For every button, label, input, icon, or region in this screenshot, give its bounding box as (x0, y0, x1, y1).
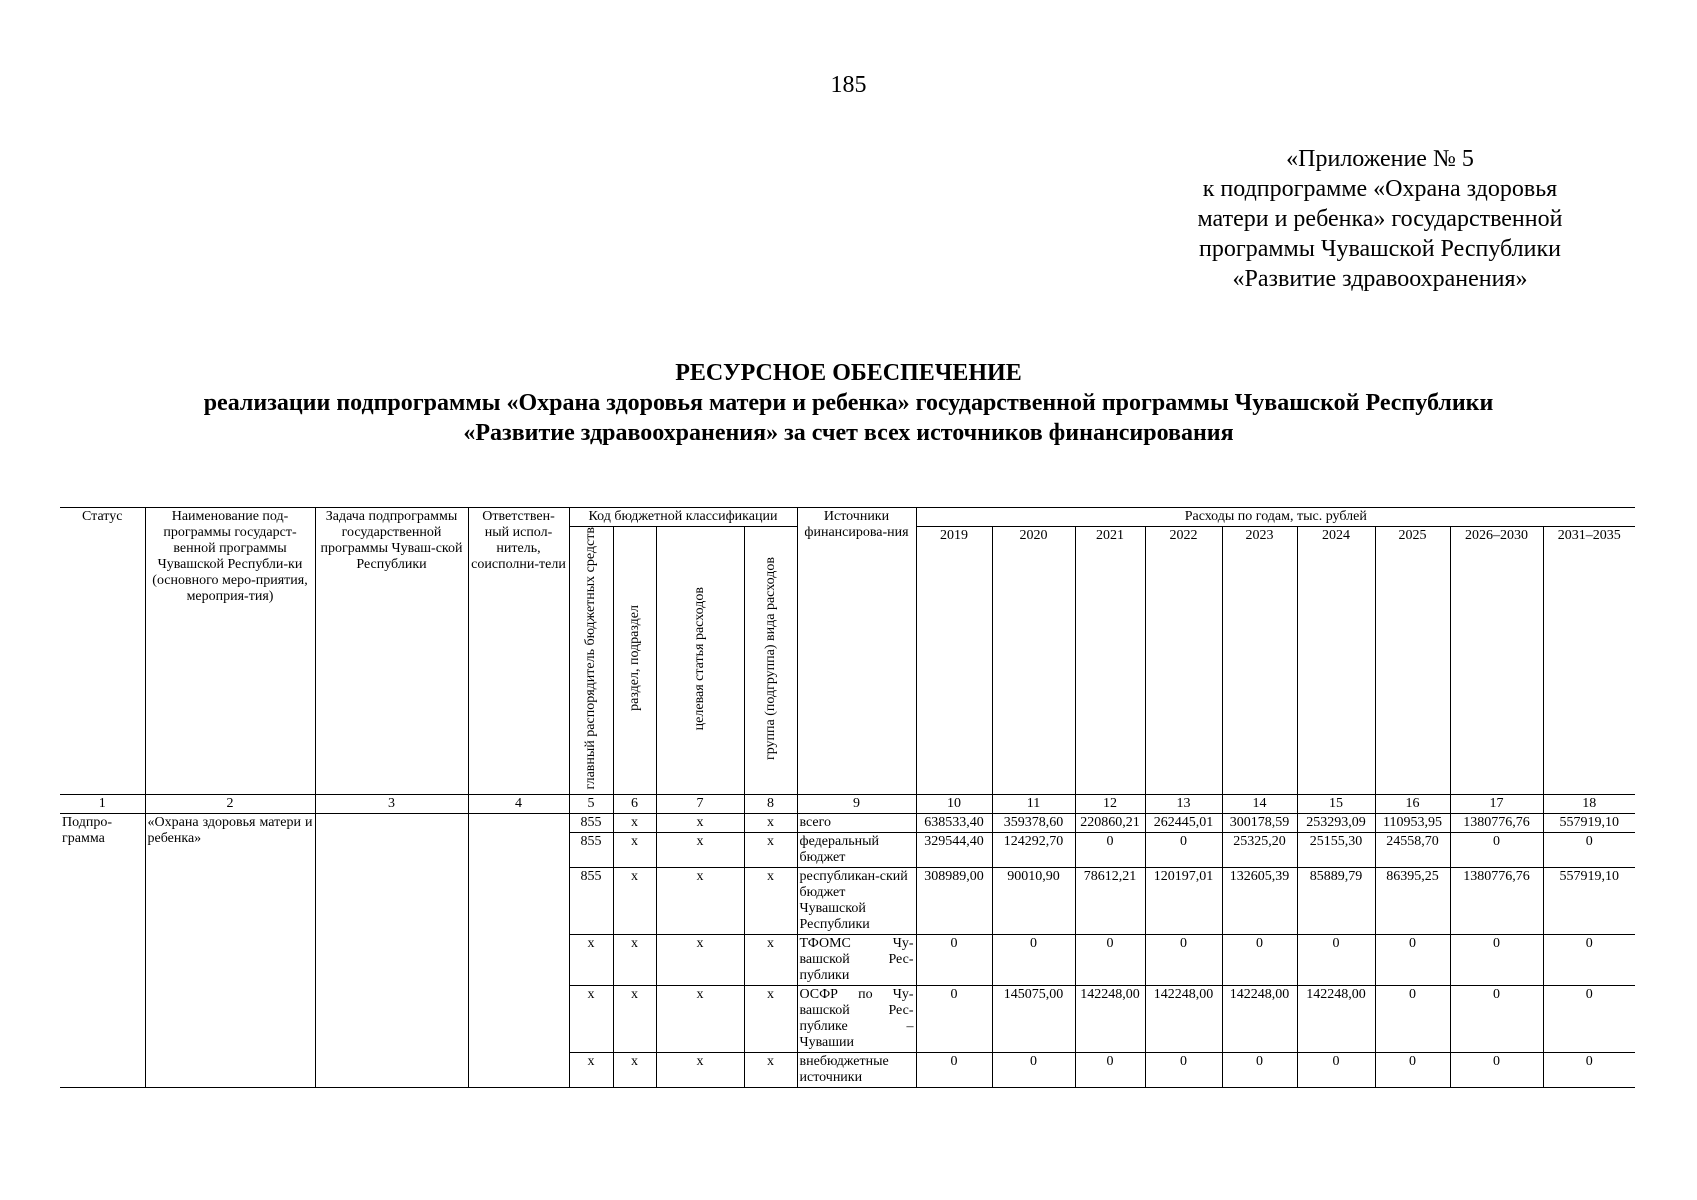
header-code-label: раздел, подраздел (626, 605, 642, 712)
value-cell: 262445,01 (1145, 814, 1222, 833)
header-year: 2022 (1145, 527, 1222, 795)
header-code-label: главный распорядитель бюджетных средств (583, 527, 598, 790)
header-year: 2023 (1222, 527, 1297, 795)
header-year: 2031–2035 (1543, 527, 1635, 795)
code-cell: х (569, 935, 613, 986)
column-number: 2 (145, 795, 315, 814)
code-cell: х (656, 1053, 744, 1088)
resource-table (60, 507, 1635, 1088)
document-title (0, 358, 1697, 448)
status-cell: Подпро-грамма (60, 814, 145, 1088)
value-cell: 0 (1450, 833, 1543, 868)
column-number: 12 (1075, 795, 1145, 814)
value-cell: 0 (916, 935, 992, 986)
source-cell: федеральный бюджет (797, 833, 916, 868)
value-cell: 25155,30 (1297, 833, 1375, 868)
value-cell: 78612,21 (1075, 868, 1145, 935)
column-number: 13 (1145, 795, 1222, 814)
value-cell: 142248,00 (1075, 986, 1145, 1053)
value-cell: 90010,90 (992, 868, 1075, 935)
value-cell: 0 (1543, 833, 1635, 868)
value-cell: 85889,79 (1297, 868, 1375, 935)
value-cell: 0 (1450, 1053, 1543, 1088)
source-cell: всего (797, 814, 916, 833)
source-cell: ТФОМС Чу-вашской Рес-публики (797, 935, 916, 986)
source-cell: республикан-ский бюджет Чувашской Республики (797, 868, 916, 935)
value-cell: 0 (1145, 935, 1222, 986)
value-cell: 0 (1297, 1053, 1375, 1088)
code-cell: х (744, 935, 797, 986)
column-number-row (60, 795, 1635, 814)
value-cell: 638533,40 (916, 814, 992, 833)
code-cell: х (613, 935, 656, 986)
value-cell: 1380776,76 (1450, 814, 1543, 833)
resource-table-container (60, 507, 1635, 1088)
value-cell: 25325,20 (1222, 833, 1297, 868)
column-number: 14 (1222, 795, 1297, 814)
value-cell: 0 (992, 1053, 1075, 1088)
column-number: 5 (569, 795, 613, 814)
column-number: 17 (1450, 795, 1543, 814)
value-cell: 0 (1145, 833, 1222, 868)
header-year: 2021 (1075, 527, 1145, 795)
column-number: 8 (744, 795, 797, 814)
header-code-col (656, 527, 744, 795)
value-cell: 0 (1450, 986, 1543, 1053)
value-cell: 142248,00 (1297, 986, 1375, 1053)
value-cell: 24558,70 (1375, 833, 1450, 868)
value-cell: 0 (1222, 1053, 1297, 1088)
code-cell: х (613, 986, 656, 1053)
value-cell: 110953,95 (1375, 814, 1450, 833)
column-number: 6 (613, 795, 656, 814)
column-number: 9 (797, 795, 916, 814)
code-cell: х (656, 986, 744, 1053)
header-expenses: Расходы по годам, тыс. рублей (916, 508, 1635, 527)
column-number: 15 (1297, 795, 1375, 814)
value-cell: 142248,00 (1145, 986, 1222, 1053)
value-cell: 0 (1075, 935, 1145, 986)
code-cell: х (744, 833, 797, 868)
appendix-line: программы Чувашской Республики (1199, 236, 1561, 262)
value-cell: 0 (1375, 1053, 1450, 1088)
page-number: 185 (830, 72, 867, 98)
header-code-label: целевая статья расходов (692, 586, 707, 730)
value-cell: 0 (1375, 986, 1450, 1053)
header-responsible: Ответствен-ный испол-нитель, соисполни-тели (468, 508, 569, 795)
value-cell: 0 (1543, 935, 1635, 986)
value-cell: 142248,00 (1222, 986, 1297, 1053)
title-main: РЕСУРСНОЕ ОБЕСПЕЧЕНИЕ (675, 360, 1022, 386)
header-year: 2026–2030 (1450, 527, 1543, 795)
header-year: 2024 (1297, 527, 1375, 795)
appendix-note (1140, 144, 1620, 294)
column-number: 18 (1543, 795, 1635, 814)
column-number: 4 (468, 795, 569, 814)
source-cell: ОСФР по Чу-вашской Рес-публике – Чувашии (797, 986, 916, 1053)
code-cell: х (744, 868, 797, 935)
table-row (60, 814, 1635, 833)
task-cell (315, 814, 468, 1088)
appendix-line: к подпрограмме «Охрана здоровья (1202, 176, 1558, 202)
responsible-cell (468, 814, 569, 1088)
code-cell: 855 (569, 868, 613, 935)
value-cell: 557919,10 (1543, 814, 1635, 833)
column-number: 3 (315, 795, 468, 814)
header-code-label: группа (подгруппа) вида расходов (762, 556, 778, 760)
value-cell: 145075,00 (992, 986, 1075, 1053)
column-number: 11 (992, 795, 1075, 814)
value-cell: 0 (1450, 935, 1543, 986)
value-cell: 0 (1145, 1053, 1222, 1088)
header-code-col (569, 527, 613, 795)
code-cell: х (656, 868, 744, 935)
header-year: 2020 (992, 527, 1075, 795)
column-number: 10 (916, 795, 992, 814)
header-code-col (613, 527, 656, 795)
code-cell: х (744, 1053, 797, 1088)
value-cell: 86395,25 (1375, 868, 1450, 935)
code-cell: х (569, 986, 613, 1053)
value-cell: 329544,40 (916, 833, 992, 868)
value-cell: 132605,39 (1222, 868, 1297, 935)
code-cell: х (744, 814, 797, 833)
value-cell: 0 (916, 986, 992, 1053)
value-cell: 253293,09 (1297, 814, 1375, 833)
value-cell: 124292,70 (992, 833, 1075, 868)
value-cell: 0 (1543, 986, 1635, 1053)
program-name-cell: «Охрана здоровья матери и ребенка» (145, 814, 315, 1088)
value-cell: 300178,59 (1222, 814, 1297, 833)
code-cell: х (613, 814, 656, 833)
header-name: Наименование под-программы государст-венной программы Чувашской Республи-ки (основного меро-приятия, мероприя-тия) (145, 508, 315, 795)
header-row (60, 508, 1635, 527)
code-cell: х (569, 1053, 613, 1088)
appendix-line: «Приложение № 5 (1286, 146, 1474, 172)
header-task: Задача подпрограммы государственной программы Чуваш-ской Республики (315, 508, 468, 795)
value-cell: 0 (1375, 935, 1450, 986)
code-cell: х (656, 935, 744, 986)
value-cell: 0 (1075, 1053, 1145, 1088)
header-sources: Источники финансирова-ния (797, 508, 916, 795)
header-budget-code: Код бюджетной классификации (569, 508, 797, 527)
header-year: 2025 (1375, 527, 1450, 795)
appendix-line: «Развитие здравоохранения» (1232, 266, 1528, 292)
code-cell: х (656, 833, 744, 868)
appendix-line: матери и ребенка» государственной (1197, 206, 1563, 232)
title-sub-line: реализации подпрограммы «Охрана здоровья матери и ребенка» государственной программы Чувашской Республики (203, 390, 1494, 416)
code-cell: х (613, 833, 656, 868)
value-cell: 557919,10 (1543, 868, 1635, 935)
value-cell: 0 (1222, 935, 1297, 986)
code-cell: х (656, 814, 744, 833)
code-cell: х (744, 986, 797, 1053)
code-cell: 855 (569, 833, 613, 868)
value-cell: 0 (1075, 833, 1145, 868)
header-code-col (744, 527, 797, 795)
code-cell: х (613, 1053, 656, 1088)
code-cell: х (613, 868, 656, 935)
value-cell: 220860,21 (1075, 814, 1145, 833)
header-year: 2019 (916, 527, 992, 795)
title-sub-line: «Развитие здравоохранения» за счет всех источников финансирования (463, 420, 1234, 446)
column-number: 7 (656, 795, 744, 814)
value-cell: 120197,01 (1145, 868, 1222, 935)
value-cell: 0 (1297, 935, 1375, 986)
value-cell: 0 (992, 935, 1075, 986)
column-number: 16 (1375, 795, 1450, 814)
value-cell: 0 (916, 1053, 992, 1088)
value-cell: 359378,60 (992, 814, 1075, 833)
code-cell: 855 (569, 814, 613, 833)
source-cell: внебюджетные источники (797, 1053, 916, 1088)
column-number: 1 (60, 795, 145, 814)
value-cell: 1380776,76 (1450, 868, 1543, 935)
header-status: Статус (60, 508, 145, 795)
value-cell: 308989,00 (916, 868, 992, 935)
value-cell: 0 (1543, 1053, 1635, 1088)
